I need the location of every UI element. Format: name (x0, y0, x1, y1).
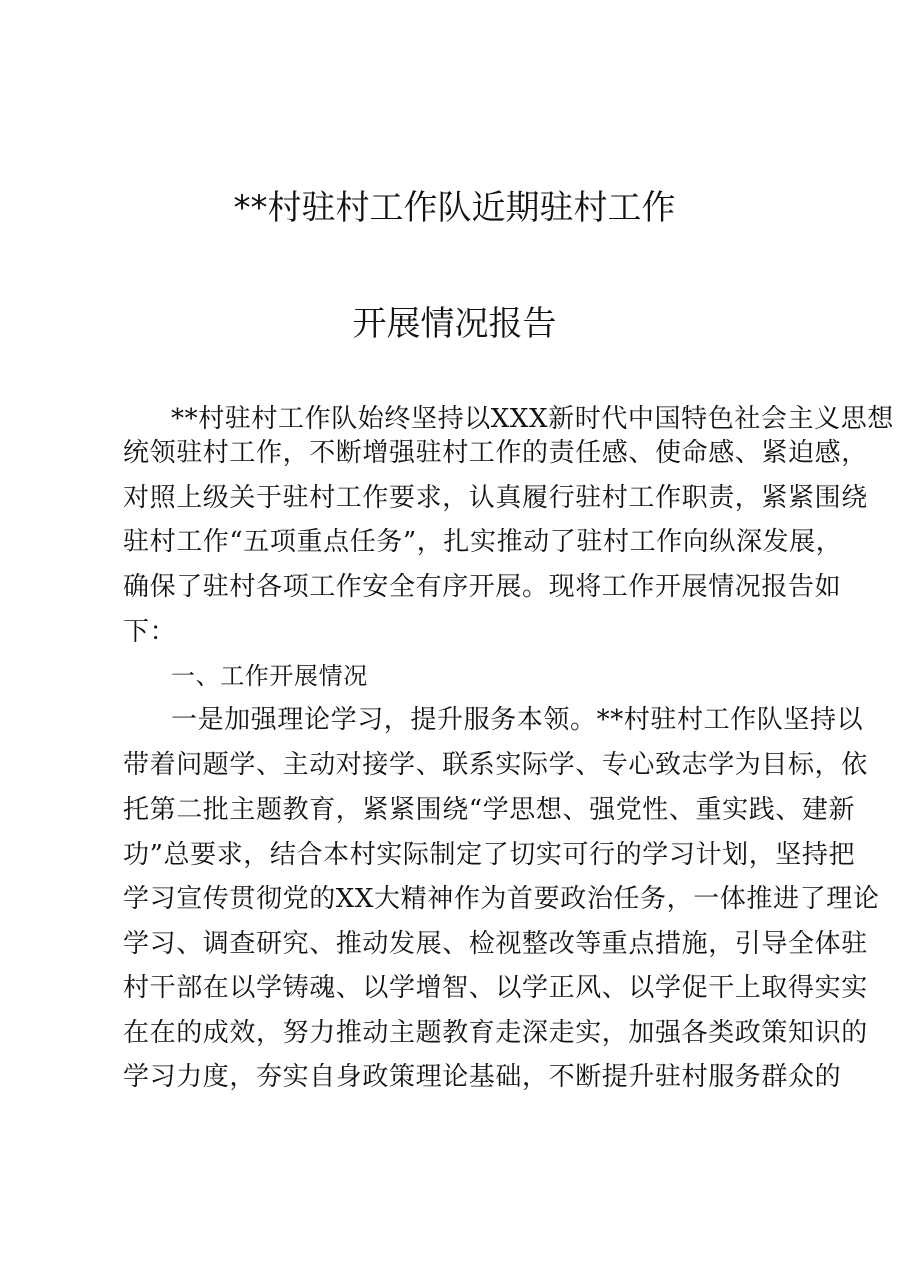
intro-line-1: **村驻村工作队始终坚持以XXX新时代中国特色社会主义思想 (171, 404, 894, 434)
para-1-line-2: 带着问题学、主动对接学、联系实际学、专心致志学为目标，依 (123, 750, 868, 780)
para-1-line-5: 学习宣传贯彻党的XX大精神作为首要政治任务，一体推进了理论 (123, 884, 880, 914)
intro-line-6: 下： (123, 617, 177, 647)
intro-line-2: 统领驻村工作，不断增强驻村工作的责任感、使命感、紧迫感， (123, 438, 868, 468)
para-1-line-1: 一是加强理论学习，提升服务本领。**村驻村工作队坚持以 (171, 705, 864, 735)
document-title-line-2: 开展情况报告 (352, 304, 557, 344)
para-1-line-9: 学习力度，夯实自身政策理论基础，不断提升驻村服务群众的 (123, 1062, 842, 1092)
para-1-line-4: 功”总要求，结合本村实际制定了切实可行的学习计划，坚持把 (123, 840, 856, 870)
para-1-line-3: 托第二批主题教育，紧紧围绕“学思想、强党性、重实践、建新 (123, 795, 856, 825)
intro-line-5: 确保了驻村各项工作安全有序开展。现将工作开展情况报告如 (123, 572, 842, 602)
intro-line-4: 驻村工作“五项重点任务”，扎实推动了驻村工作向纵深发展， (123, 527, 843, 557)
para-1-line-7: 村干部在以学铸魂、以学增智、以学正风、以学促干上取得实实 (123, 973, 868, 1003)
intro-line-3: 对照上级关于驻村工作要求，认真履行驻村工作职责，紧紧围绕 (123, 483, 868, 513)
document-title-line-1: **村驻村工作队近期驻村工作 (233, 188, 676, 228)
section-1-heading: 一、工作开展情况 (171, 662, 368, 690)
para-1-line-6: 学习、调查研究、推动发展、检视整改等重点措施，引导全体驻 (123, 929, 868, 959)
para-1-line-8: 在在的成效，努力推动主题教育走深走实，加强各类政策知识的 (123, 1018, 868, 1048)
